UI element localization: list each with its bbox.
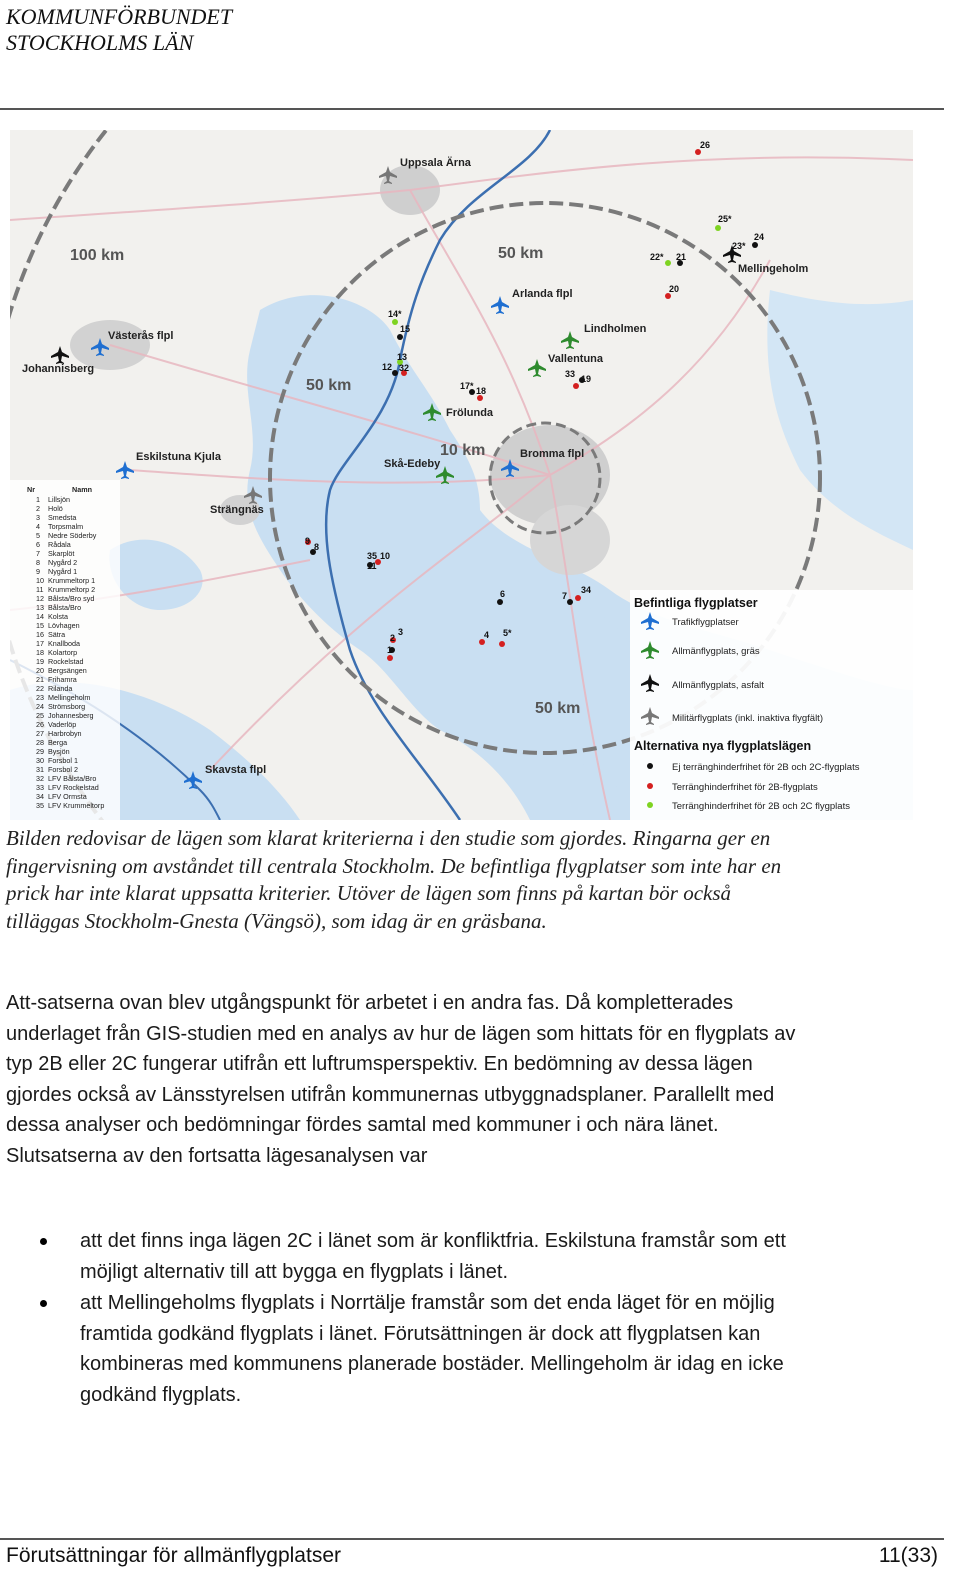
site-list-number: 34 (36, 792, 44, 801)
site-number: 19 (581, 374, 592, 384)
list-item-text: att Mellingeholms flygplats i Norrtälje framstår som det enda läget för en möjlig framtida godkänd flygplats i länet. Förutsättningen är dock att flygplatsen kan kombineras med kommunens planerade bostäder. Mellingeholm är idag en icke godkänd flygplats. (80, 1292, 784, 1406)
site-list-number: 22 (36, 684, 44, 693)
site-list-name: Forsbol 1 (48, 756, 78, 765)
ring-label-50km-bottom: 50 km (535, 700, 581, 717)
site-list-number: 15 (36, 621, 44, 630)
site-list-name: Berga (48, 738, 68, 747)
legend-title-existing: Befintliga flygplatser (634, 596, 758, 610)
site-list-name: Rilanda (48, 684, 73, 693)
legend-item: Allmänflygplats, asfalt (672, 680, 764, 691)
site-number: 21 (676, 252, 687, 262)
site-list-number: 11 (36, 585, 44, 594)
site-list-number: 8 (36, 558, 40, 567)
site-list-number: 28 (36, 738, 44, 747)
place-strangnas: Strängnäs (210, 504, 264, 516)
org-line-1: KOMMUNFÖRBUNDET (6, 4, 233, 29)
list-item-text: att det finns inga lägen 2C i länet som är konfliktfria. Eskilstuna framstår som ett möjligt alternativ till att bygga en flygplats i länet. (80, 1230, 786, 1283)
map-caption: Bilden redovisar de lägen som klarat kriterierna i den studie som gjordes. Ringarna ger en fingervisning om avståndet till centrala Stockholm. De befintliga flygplatser som inte har en prick har inte klarat uppsatta kriterier. Utöver de lägen som finns på kartan bör också tilläggas Stockholm-Gnesta (Vängsö), som idag är en gräsbana. (6, 826, 782, 933)
site-number: 23* (732, 241, 746, 251)
site-number: 22* (650, 252, 664, 262)
site-list-number: 21 (36, 675, 44, 684)
site-list-name: Lillsjön (48, 495, 70, 504)
site-number: 18 (476, 386, 487, 396)
place-vasteras: Västerås flpl (108, 330, 174, 342)
site-list-number: 18 (36, 648, 44, 657)
site-number: 26 (700, 140, 711, 150)
site-list-name: Bålsta/Bro syd (48, 594, 95, 603)
site-list-name: LFV Rockelstad (48, 783, 99, 792)
legend-dot-red-icon (647, 783, 653, 789)
site-list-number: 9 (36, 567, 40, 576)
site-number: 24 (754, 232, 765, 242)
site-number: 10 (380, 551, 391, 561)
legend-dot-green-icon (647, 802, 653, 808)
site-list-number: 33 (36, 783, 44, 792)
site-list-number: 2 (36, 504, 40, 513)
page-number: 11(33) (878, 1544, 938, 1567)
site-list-name: Johannesberg (48, 711, 94, 720)
site-number: 2 (390, 633, 396, 643)
site-list-number: 32 (36, 774, 44, 783)
bullet-icon (40, 1300, 47, 1307)
site-list-name: Knallboda (48, 639, 80, 648)
site-list-number: 20 (36, 666, 44, 675)
airfield-map (10, 130, 913, 820)
place-lindholmen: Lindholmen (584, 323, 647, 335)
place-bromma: Bromma flpl (520, 448, 585, 460)
place-frolunda: Frölunda (446, 407, 494, 419)
site-list-name: Lövhagen (48, 621, 80, 630)
site-list-number: 14 (36, 612, 44, 621)
list-item (40, 1226, 820, 1287)
site-number: 12 (382, 362, 393, 372)
footer-title: Förutsättningar för allmänflygplatser (6, 1544, 341, 1567)
site-number: 6 (500, 589, 506, 599)
place-vallentuna: Vallentuna (548, 353, 604, 365)
site-list-number: 26 (36, 720, 44, 729)
ring-label-50km-top: 50 km (498, 245, 544, 262)
ring-label-10km: 10 km (440, 442, 486, 459)
place-johannisberg: Johannisberg (22, 363, 95, 375)
site-list-name: Nygård 2 (48, 558, 78, 567)
site-list-number: 16 (36, 630, 44, 639)
ring-label-100km: 100 km (70, 247, 125, 264)
conclusion-list (40, 1226, 820, 1411)
site-number: 35 (367, 551, 378, 561)
site-number: 7 (562, 591, 568, 601)
site-list-number: 12 (36, 594, 44, 603)
org-line-2: STOCKHOLMS LÄN (6, 30, 194, 55)
site-list-name: Harbrobyn (48, 729, 82, 738)
site-list-name: Holö (48, 504, 63, 513)
footer-rule (0, 1538, 944, 1540)
place-skavsta: Skavsta flpl (205, 764, 267, 776)
site-number: 4 (484, 630, 490, 640)
site-list-name: LFV Ormsta (48, 792, 87, 801)
site-number: 14* (388, 309, 402, 319)
place-arlanda: Arlanda flpl (512, 288, 573, 300)
site-list-name: Nedre Söderby (48, 531, 97, 540)
site-list-name: Smedsta (48, 513, 77, 522)
site-number: 15 (400, 324, 411, 334)
site-list-name: Bålsta/Bro (48, 603, 82, 612)
site-list-number: 4 (36, 522, 40, 531)
site-list-header-nr: Nr (27, 485, 35, 494)
site-list-name: Rockelstad (48, 657, 84, 666)
site-list-name: Frihamra (48, 675, 77, 684)
site-list-number: 30 (36, 756, 44, 765)
site-list-number: 3 (36, 513, 40, 522)
ring-label-50km-left: 50 km (306, 377, 352, 394)
site-list-number: 7 (36, 549, 40, 558)
site-number: 17* (460, 381, 474, 391)
bullet-icon (40, 1238, 47, 1245)
site-list-number: 35 (36, 801, 44, 810)
site-number: 20 (669, 284, 680, 294)
place-uppsala: Uppsala Ärna (400, 157, 471, 169)
legend-item: Trafikflygplatser (672, 617, 739, 628)
organization-name (6, 4, 232, 56)
site-number: 34 (581, 585, 592, 595)
legend-item: Terränghinderfrihet för 2B och 2C flygplats (672, 801, 850, 812)
place-eskilstuna: Eskilstuna Kjula (136, 451, 221, 463)
site-list-name: Forsbol 2 (48, 765, 78, 774)
site-number: 1 (387, 645, 393, 655)
list-item (40, 1288, 820, 1410)
site-number: 5* (503, 628, 512, 638)
site-list-number: 1 (36, 495, 40, 504)
site-list-number: 19 (36, 657, 44, 666)
site-list-number: 31 (36, 765, 44, 774)
site-list-name: Kolartorp (48, 648, 78, 657)
body-paragraph: Att-satserna ovan blev utgångspunkt för arbetet i en andra fas. Då kompletterades underlaget från GIS-studien med en analys av hur de lägen som hittats för en flygplats av typ 2B eller 2C fungerar utifrån ett luftrumsperspektiv. En bedömning av dessa lägen gjordes också av Länsstyrelsen utifrån kommunernas utbyggnadsplaner. Parallellt med dessa analyser och bedömningar fördes samtal med kommuner i och nära länet. Slutsatserna av den fortsatta lägesanalysen var (6, 992, 796, 1167)
site-list-name: Mellingeholm (48, 693, 91, 702)
site-list-number: 29 (36, 747, 44, 756)
place-mellingeholm: Mellingeholm (738, 263, 809, 275)
site-list-name: Krummeltorp 1 (48, 576, 96, 585)
header-rule (0, 108, 944, 110)
site-list-name: Krummeltorp 2 (48, 585, 96, 594)
site-list-name: Bergsängen (48, 666, 87, 675)
site-list-number: 25 (36, 711, 44, 720)
site-list-number: 13 (36, 603, 44, 612)
legend-item: Ej terränghinderfrihet för 2B och 2C-flygplats (672, 762, 860, 773)
site-number: 11 (367, 561, 377, 571)
site-number: 25* (718, 214, 732, 224)
site-list-name: Rådala (48, 540, 71, 549)
legend-item: Allmänflygplats, gräs (672, 646, 760, 657)
site-list-number: 24 (36, 702, 44, 711)
site-list-name: LFV Bålsta/Bro (48, 774, 97, 783)
place-ska-edeby: Skå-Edeby (384, 458, 441, 470)
site-list-name: Strömsborg (48, 702, 86, 711)
site-list-number: 23 (36, 693, 44, 702)
site-list-number: 6 (36, 540, 40, 549)
site-list-name: LFV Krummeltorp (48, 801, 105, 810)
site-list-name: Bysjön (48, 747, 70, 756)
site-number: 9 (305, 536, 311, 546)
legend-item: Terränghinderfrihet för 2B-flygplats (672, 782, 818, 793)
site-number: 33 (565, 369, 576, 379)
site-list-number: 17 (36, 639, 44, 648)
site-number: 13 (397, 352, 408, 362)
site-list-name: Skarplöt (48, 549, 75, 558)
site-number: 32 (399, 363, 410, 373)
site-list-number: 10 (36, 576, 44, 585)
site-list-number: 27 (36, 729, 44, 738)
site-list-name: Kolsta (48, 612, 68, 621)
site-list-name: Sätra (48, 630, 66, 639)
site-list-header-name: Namn (72, 485, 92, 494)
site-list-name: Torpsmalm (48, 522, 84, 531)
site-number: 8 (314, 542, 320, 552)
legend-title-alternatives: Alternativa nya flygplatslägen (634, 739, 812, 753)
legend-dot-black-icon (647, 763, 653, 769)
site-list-name: Nygård 1 (48, 567, 78, 576)
site-number: 3 (398, 627, 404, 637)
site-list-number: 5 (36, 531, 40, 540)
site-list-name: Vaderlöp (48, 720, 77, 729)
legend-item: Militärflygplats (inkl. inaktiva flygfält) (672, 713, 823, 724)
